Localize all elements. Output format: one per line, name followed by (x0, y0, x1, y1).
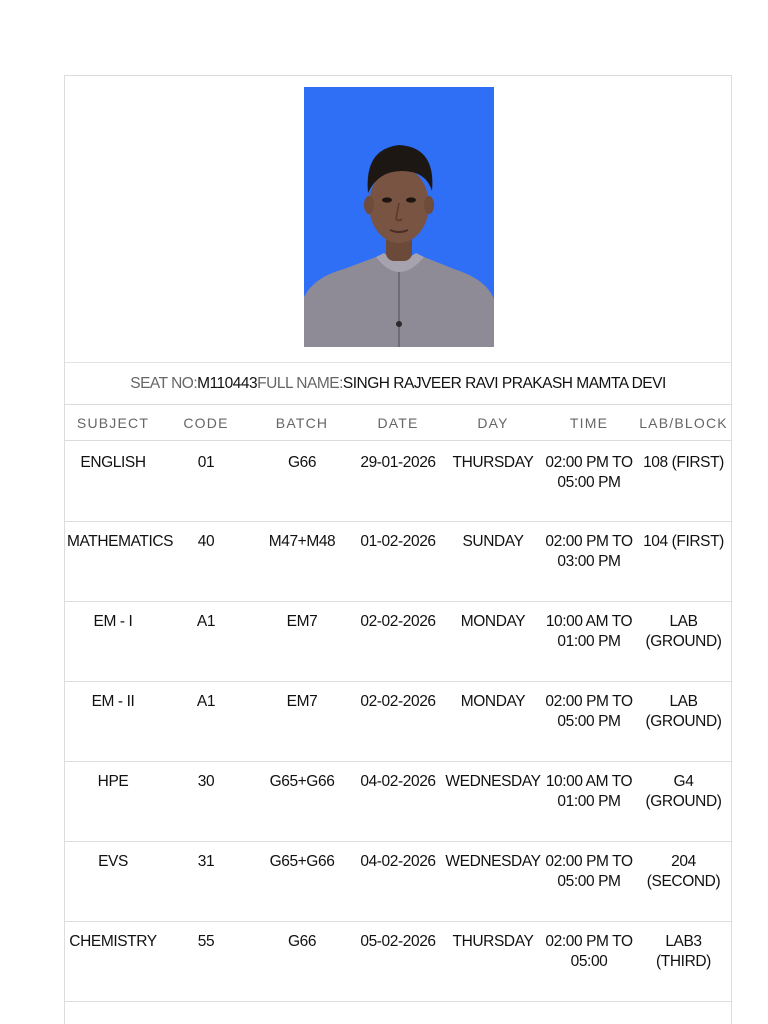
day-cell: MONDAY (443, 602, 543, 682)
subject-cell: MATHEMATICS (65, 522, 161, 602)
batch-cell: G65+G66 (251, 842, 353, 922)
subject-cell: EVS (65, 842, 161, 922)
table-row (65, 842, 732, 922)
column-header-day: DAY (443, 405, 543, 441)
day-cell: THURSDAY (443, 441, 543, 522)
column-header-lab-block: LAB/BLOCK (635, 405, 732, 441)
student-photo (304, 87, 494, 347)
subject-cell: HPE (65, 762, 161, 842)
lab-block-cell: LAB (GROUND) (635, 602, 732, 682)
code-cell: 01 (161, 441, 251, 522)
code-cell: 31 (161, 842, 251, 922)
photo-section (65, 76, 731, 363)
time-cell: 02:00 PM TO 03:00 PM (543, 522, 635, 602)
hall-ticket-card (64, 75, 732, 1024)
table-row (65, 602, 732, 682)
table-row (65, 522, 732, 602)
time-cell: 02:00 PM TO 05:00 PM (543, 842, 635, 922)
time-cell: 10:00 AM TO 01:00 PM (543, 762, 635, 842)
table-header-row (65, 405, 732, 441)
day-cell: WEDNESDAY (443, 762, 543, 842)
code-cell: 30 (161, 762, 251, 842)
code-cell: A1 (161, 602, 251, 682)
day-cell: MONDAY (443, 682, 543, 762)
batch-cell: M47+M48 (251, 522, 353, 602)
day-cell: SUNDAY (443, 522, 543, 602)
student-photo-image (304, 87, 494, 347)
batch-cell: EM7 (251, 682, 353, 762)
student-info-row (65, 363, 731, 405)
code-cell: A1 (161, 682, 251, 762)
date-cell: 05-02-2026 (353, 922, 443, 1002)
date-cell: 04-02-2026 (353, 842, 443, 922)
batch-cell: EM7 (251, 602, 353, 682)
column-header-code: CODE (161, 405, 251, 441)
lab-block-cell: LAB3 (THIRD) (635, 922, 732, 1002)
time-cell: 02:00 PM TO 05:00 PM (543, 441, 635, 522)
date-cell: 29-01-2026 (353, 441, 443, 522)
batch-cell: G66 (251, 922, 353, 1002)
lab-block-cell: 204 (SECOND) (635, 842, 732, 922)
subject-cell: CHEMISTRY (65, 922, 161, 1002)
date-cell: 02-02-2026 (353, 602, 443, 682)
time-cell: 10:00 AM TO 01:00 PM (543, 602, 635, 682)
time-cell: 02:00 PM TO 05:00 PM (543, 682, 635, 762)
table-row (65, 762, 732, 842)
code-cell: 55 (161, 922, 251, 1002)
column-header-date: DATE (353, 405, 443, 441)
column-header-batch: BATCH (251, 405, 353, 441)
seat-no-label: SEAT NO: (130, 374, 198, 392)
batch-cell: G66 (251, 441, 353, 522)
table-row (65, 922, 732, 1002)
lab-block-cell: G4 (GROUND) (635, 762, 732, 842)
full-name-label: FULL NAME: (257, 374, 343, 392)
subject-cell: EM - II (65, 682, 161, 762)
seat-no-value: M110443 (197, 374, 258, 392)
subject-cell: EM - I (65, 602, 161, 682)
column-header-subject: SUBJECT (65, 405, 161, 441)
day-cell: THURSDAY (443, 922, 543, 1002)
code-cell: 40 (161, 522, 251, 602)
lab-block-cell: 104 (FIRST) (635, 522, 732, 602)
subject-cell: ENGLISH (65, 441, 161, 522)
exam-schedule-table (65, 405, 732, 1002)
time-cell: 02:00 PM TO 05:00 (543, 922, 635, 1002)
full-name-value: SINGH RAJVEER RAVI PRAKASH MAMTA DEVI (342, 374, 666, 392)
date-cell: 04-02-2026 (353, 762, 443, 842)
table-row (65, 682, 732, 762)
batch-cell: G65+G66 (251, 762, 353, 842)
day-cell: WEDNESDAY (443, 842, 543, 922)
table-row (65, 441, 732, 522)
lab-block-cell: 108 (FIRST) (635, 441, 732, 522)
lab-block-cell: LAB (GROUND) (635, 682, 732, 762)
column-header-time: TIME (543, 405, 635, 441)
date-cell: 01-02-2026 (353, 522, 443, 602)
date-cell: 02-02-2026 (353, 682, 443, 762)
